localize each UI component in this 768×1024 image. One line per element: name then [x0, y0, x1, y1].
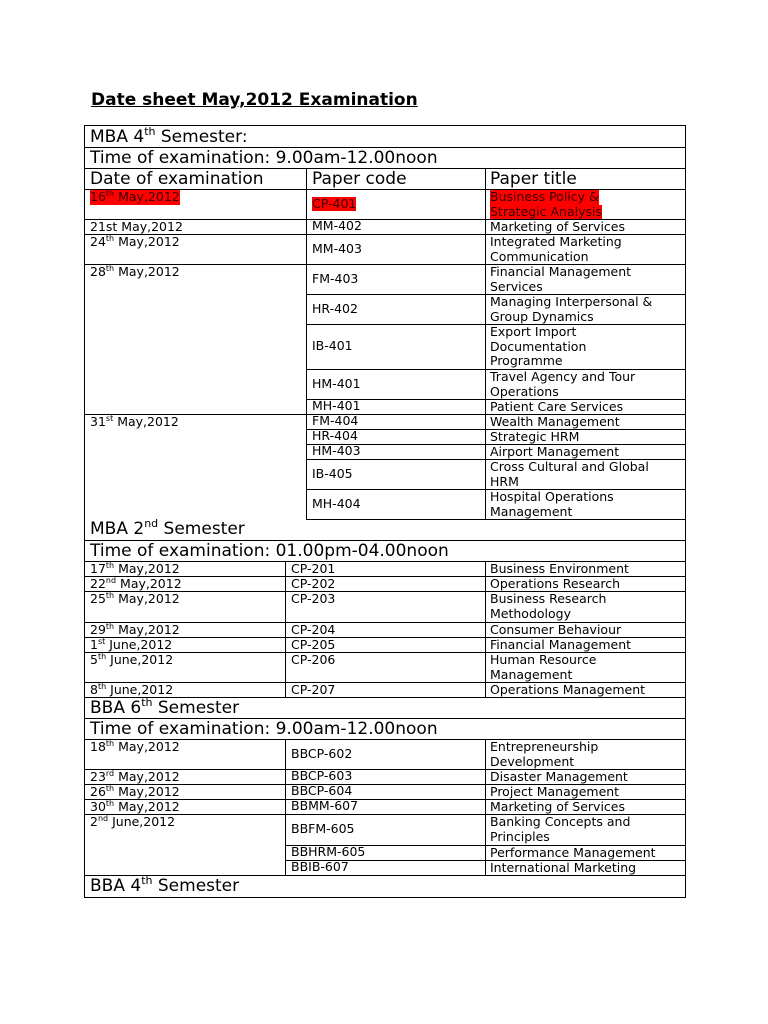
table-rule — [84, 125, 85, 898]
paper-title: Programme — [490, 353, 563, 368]
table-rule — [485, 739, 486, 876]
paper-title: International Marketing — [490, 859, 637, 875]
table-rule — [285, 875, 686, 876]
exam-time-mba4: Time of examination: 9.00am-12.00noon — [90, 148, 438, 168]
paper-code: BBCP-603 — [291, 768, 353, 783]
table-rule — [84, 125, 686, 126]
exam-date: 8th June,2012 — [90, 682, 174, 697]
paper-title: Management — [490, 666, 573, 682]
paper-code: BBMM-607 — [291, 798, 359, 813]
table-rule — [285, 561, 286, 698]
exam-date: 16th May,2012 — [90, 189, 180, 204]
paper-title: Operations Management — [490, 682, 646, 697]
paper-title: Cross Cultural and Global — [490, 459, 649, 474]
paper-title: Documentation — [490, 338, 587, 354]
exam-date: 30th May,2012 — [90, 799, 180, 814]
paper-title: Business Research — [490, 591, 607, 606]
paper-title: Hospital Operations — [490, 489, 614, 504]
paper-title: Management — [490, 503, 573, 519]
paper-code: CP-203 — [291, 591, 336, 606]
paper-code: CP-202 — [291, 576, 336, 591]
table-rule — [485, 168, 486, 520]
paper-code: CP-207 — [291, 682, 336, 697]
exam-date: 29th May,2012 — [90, 622, 180, 637]
table-rule — [285, 739, 286, 876]
exam-date: 18th May,2012 — [90, 739, 180, 754]
exam-time-bba6: Time of examination: 9.00am-12.00noon — [90, 719, 438, 739]
paper-title: Wealth Management — [490, 414, 620, 429]
paper-code: BBCP-602 — [291, 745, 353, 761]
exam-date: 17th May,2012 — [90, 561, 180, 576]
paper-title: Principles — [490, 828, 550, 844]
exam-date: 1st June,2012 — [90, 637, 173, 652]
paper-title: Operations — [490, 383, 559, 399]
paper-code: MH-404 — [312, 495, 361, 511]
paper-code: HR-402 — [312, 300, 358, 316]
section-heading-mba2: MBA 2nd Semester — [90, 517, 245, 539]
paper-code: BBHRM-605 — [291, 844, 366, 859]
exam-date: 28th May,2012 — [90, 264, 180, 279]
paper-title: Services — [490, 278, 543, 294]
exam-date: 22nd May,2012 — [90, 576, 182, 591]
exam-time-mba2: Time of examination: 01.00pm-04.00noon — [90, 541, 449, 561]
section-heading-bba4: BBA 4th Semester — [90, 874, 240, 896]
paper-code: FM-404 — [312, 413, 359, 428]
table-rule — [306, 168, 307, 520]
document-title: Date sheet May,2012 Examination — [91, 90, 418, 110]
paper-code: CP-201 — [291, 561, 336, 576]
paper-code: HM-401 — [312, 375, 361, 391]
paper-title: Performance Management — [490, 844, 656, 860]
paper-code: CP-206 — [291, 652, 336, 667]
paper-code: MM-403 — [312, 240, 362, 256]
table-rule — [306, 519, 686, 520]
paper-title: Development — [490, 753, 575, 769]
paper-title: Human Resource — [490, 652, 597, 667]
exam-date: 31st May,2012 — [90, 414, 179, 429]
paper-title: Banking Concepts and — [490, 814, 631, 829]
column-header-date: Date of examination — [90, 169, 264, 189]
paper-title: Business Policy & — [490, 189, 599, 204]
paper-code: BBFM-605 — [291, 821, 355, 836]
paper-title: Disaster Management — [490, 768, 628, 784]
paper-code: FM-403 — [312, 270, 359, 286]
paper-title: Managing Interpersonal & — [490, 294, 653, 309]
paper-code: CP-204 — [291, 622, 336, 637]
paper-code: MH-401 — [312, 398, 361, 413]
paper-code: MM-402 — [312, 218, 362, 233]
paper-title: Travel Agency and Tour — [490, 369, 636, 384]
paper-title: Strategic Analysis — [490, 203, 602, 219]
paper-code: CP-205 — [291, 637, 336, 652]
paper-title: Financial Management — [490, 264, 632, 279]
exam-date: 5th June,2012 — [90, 652, 174, 667]
paper-title: Consumer Behaviour — [490, 622, 622, 637]
column-header-title: Paper title — [490, 169, 577, 189]
exam-date: 23rd May,2012 — [90, 769, 180, 784]
section-heading-bba6: BBA 6th Semester — [90, 696, 240, 718]
exam-date: 21st May,2012 — [90, 219, 183, 234]
section-heading-mba4: MBA 4th Semester: — [90, 125, 248, 147]
paper-code: HM-403 — [312, 443, 361, 458]
paper-title: Export Import — [490, 324, 577, 339]
paper-title: Group Dynamics — [490, 308, 594, 324]
paper-title: Business Environment — [490, 561, 629, 576]
paper-code: IB-405 — [312, 465, 353, 481]
paper-title: Airport Management — [490, 444, 620, 459]
table-rule — [485, 561, 486, 698]
paper-code: BBIB-607 — [291, 859, 349, 874]
paper-title: Strategic HRM — [490, 429, 580, 444]
paper-code: CP-401 — [312, 195, 357, 211]
datesheet-table — [84, 125, 686, 898]
paper-title: Integrated Marketing — [490, 234, 622, 249]
paper-title: Entrepreneurship — [490, 739, 599, 754]
paper-title: Marketing of Services — [490, 798, 626, 814]
exam-date: 25th May,2012 — [90, 591, 180, 606]
paper-title: Financial Management — [490, 637, 632, 652]
exam-date: 2nd June,2012 — [90, 814, 176, 829]
column-header-code: Paper code — [312, 169, 407, 189]
table-rule — [685, 125, 686, 898]
paper-title: Project Management — [490, 783, 620, 799]
paper-code: IB-401 — [312, 338, 353, 353]
paper-code: HR-404 — [312, 428, 358, 443]
paper-title: Communication — [490, 248, 589, 264]
paper-code: BBCP-604 — [291, 783, 353, 798]
table-rule — [84, 897, 686, 898]
paper-title: HRM — [490, 473, 519, 489]
exam-date: 26th May,2012 — [90, 784, 180, 799]
paper-title: Operations Research — [490, 576, 621, 591]
paper-title: Patient Care Services — [490, 399, 624, 414]
paper-title: Marketing of Services — [490, 219, 626, 234]
exam-date: 24th May,2012 — [90, 234, 180, 249]
paper-title: Methodology — [490, 605, 571, 621]
